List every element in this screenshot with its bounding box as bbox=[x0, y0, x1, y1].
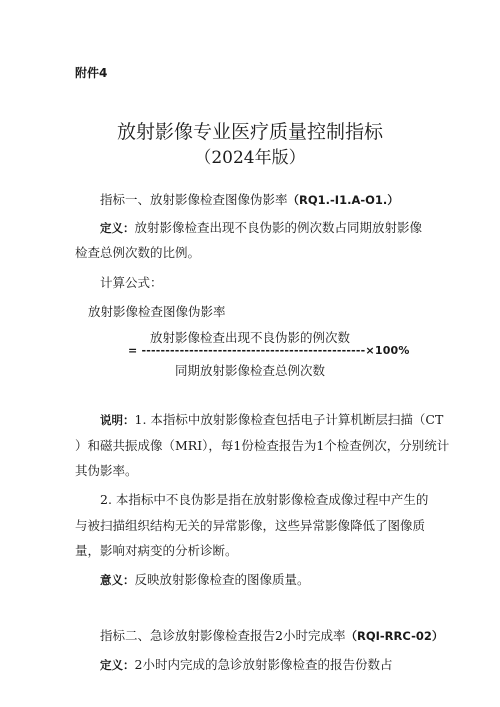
formula-numerator: 放射影像检查出现不良伪影的例次数 bbox=[149, 330, 350, 345]
indicator2-definition-line1 bbox=[100, 655, 392, 673]
indicator2-definition-text: 2小时内完成的急诊放射影像检查的报告份数占 bbox=[134, 657, 393, 672]
indicator1-definition-line1 bbox=[100, 218, 422, 236]
indicator2-definition-label: 定义： bbox=[100, 658, 135, 672]
definition-label: 定义： bbox=[100, 221, 135, 235]
note2-line2: 与被扫描组织结构无关的异常影像，这些异常影像降低了图像质 bbox=[75, 518, 426, 533]
formula-name: 放射影像检查图像伪影率 bbox=[88, 304, 226, 319]
indicator1-definition-line2: 检查总例次数的比例。 bbox=[75, 245, 201, 260]
definition-text: 放射影像检查出现不良伪影的例次数占同期放射影像 bbox=[134, 220, 423, 235]
note1-line2: ）和磁共振成像（MRI），每1份检查报告为1个检查例次，分别统计 bbox=[75, 438, 450, 453]
note1-line3: 其伪影率。 bbox=[75, 463, 138, 478]
note1-line1 bbox=[100, 410, 443, 428]
indicator1-heading bbox=[100, 190, 399, 208]
indicator2-heading-text: 指标二、急诊放射影像检查报告2小时完成率 bbox=[100, 628, 346, 643]
note2-line3: 量，影响对病变的分析诊断。 bbox=[75, 543, 238, 558]
attachment-label: 附件4 bbox=[75, 66, 108, 80]
document-year: （2024年版） bbox=[194, 148, 306, 168]
formula-denominator: 同期放射影像检查总例次数 bbox=[174, 363, 325, 378]
note1-text: 1. 本指标中放射影像检查包括电子计算机断层扫描（CT bbox=[134, 412, 444, 427]
formula-fraction-line: = -----------------------------------------------×100% bbox=[128, 344, 410, 357]
note2-line1: 2. 本指标中不良伪影是指在放射影像检查成像过程中产生的 bbox=[100, 492, 429, 507]
indicator1-code: （RQ1.-I1.A-O1.） bbox=[287, 193, 399, 207]
indicator2-code: （RQI-RRC-02） bbox=[345, 629, 444, 643]
document-title: 放射影像专业医疗质量控制指标 bbox=[116, 121, 383, 143]
indicator1-heading-text: 指标一、放射影像检查图像伪影率 bbox=[100, 192, 288, 207]
meaning-text: 反映放射影像检查的图像质量。 bbox=[134, 572, 310, 587]
meaning-line bbox=[100, 570, 310, 588]
note-label: 说明： bbox=[100, 413, 135, 427]
meaning-label: 意义： bbox=[100, 573, 135, 587]
indicator2-heading bbox=[100, 626, 443, 644]
calc-label: 计算公式： bbox=[100, 275, 163, 290]
